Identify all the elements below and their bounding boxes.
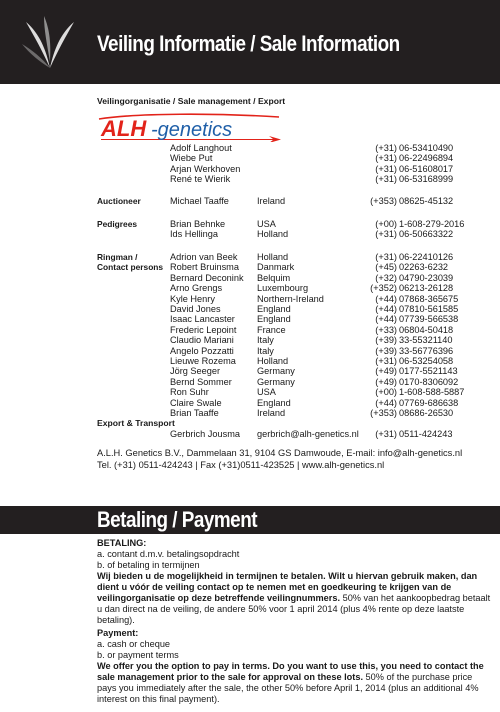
contact-name: Kyle Henry bbox=[170, 293, 215, 304]
payment-nl-option-b: b. of betaling in termijnen bbox=[97, 560, 200, 570]
contact-row bbox=[0, 314, 500, 324]
export-row bbox=[0, 429, 500, 439]
payment-nl-heading: BETALING: bbox=[97, 538, 147, 548]
contact-name: Brian Behnke bbox=[170, 219, 226, 229]
contact-name: Ids Hellinga bbox=[170, 229, 219, 240]
contact-name: Claire Swale bbox=[170, 397, 222, 408]
contact-name: Arjan Werkhoven bbox=[170, 163, 241, 174]
payment-en-option-a: a. cash or cheque bbox=[97, 639, 171, 649]
contact-country: Belquim bbox=[257, 272, 291, 283]
contact-name: Arno Grengs bbox=[170, 283, 223, 294]
contact-country-code: (+44) bbox=[375, 397, 397, 408]
contact-country-code: (+31) bbox=[375, 143, 397, 153]
contact-country: Northern-Ireland bbox=[257, 293, 324, 304]
contact-name: Bernd Sommer bbox=[170, 376, 232, 387]
contact-row bbox=[0, 174, 500, 184]
sale-management-heading: Veilingorganisatie / Sale management / Export bbox=[97, 96, 286, 106]
contact-row bbox=[0, 262, 500, 272]
svg-text:-genetics: -genetics bbox=[151, 119, 233, 141]
contact-name: Adrion van Beek bbox=[170, 252, 238, 262]
contact-phone: 06-22496894 bbox=[399, 153, 454, 164]
contact-row bbox=[0, 283, 500, 293]
contact-name: David Jones bbox=[170, 304, 221, 314]
leaf-logo-icon bbox=[20, 14, 80, 74]
contact-phone: 0170-8306092 bbox=[399, 376, 459, 387]
contact-row bbox=[0, 346, 500, 356]
contact-phone: 06-53254058 bbox=[399, 356, 454, 366]
contact-phone: 06804-50418 bbox=[399, 324, 454, 335]
contact-name: Angelo Pozzatti bbox=[170, 345, 234, 356]
contact-country-code: (+39) bbox=[375, 335, 397, 346]
contact-name: Michael Taaffe bbox=[170, 196, 229, 206]
contact-name: Isaac Lancaster bbox=[170, 314, 235, 325]
contact-country-code: (+31) bbox=[375, 229, 397, 240]
contact-country-code: (+44) bbox=[375, 314, 397, 325]
contact-country-code: (+352) bbox=[370, 283, 397, 294]
contact-country-code: (+31) bbox=[375, 356, 397, 366]
page-title: Veiling Informatie / Sale Information bbox=[97, 31, 400, 56]
payment-en-text bbox=[97, 661, 493, 705]
contact-name: Robert Bruinsma bbox=[170, 262, 239, 273]
company-address: A.L.H. Genetics B.V., Dammelaan 31, 9104 GS Damwoude, E-mail: info@alh-genetics.nl bbox=[97, 448, 463, 458]
contact-name: Bernard Deconink bbox=[170, 272, 244, 283]
export-country-code: (+31) bbox=[375, 429, 397, 439]
contact-country-code: (+39) bbox=[375, 345, 397, 356]
contact-phone: 02263-6232 bbox=[399, 262, 449, 273]
contact-phone: 08625-45132 bbox=[399, 196, 454, 206]
contact-phone: 07868-365675 bbox=[399, 293, 459, 304]
contact-phone: 04790-23039 bbox=[399, 272, 454, 283]
contact-country-code: (+49) bbox=[375, 376, 397, 387]
contact-phone: 33-56776396 bbox=[399, 345, 454, 356]
contact-name: Wiebe Put bbox=[170, 153, 213, 164]
contact-country: USA bbox=[257, 387, 276, 398]
payment-en-bold: We offer you the option to pay in terms. Do you want to use this, you need to contact the sale management prior to the sale for approval on these lots. bbox=[97, 661, 484, 682]
contact-row bbox=[0, 273, 500, 283]
contact-country-code: (+00) bbox=[375, 219, 397, 229]
contact-country: France bbox=[257, 324, 286, 335]
contact-country-code: (+33) bbox=[375, 324, 397, 335]
contact-row bbox=[0, 408, 500, 418]
alh-genetics-logo bbox=[97, 112, 283, 142]
payment-nl bbox=[97, 538, 493, 626]
export-heading: Export & Transport bbox=[97, 418, 175, 428]
contact-country-code: (+00) bbox=[375, 387, 397, 398]
contact-country-code: (+353) bbox=[370, 196, 397, 206]
contact-row bbox=[0, 229, 500, 239]
export-email-link[interactable]: gerbrich@alh-genetics.nl bbox=[257, 429, 359, 439]
contact-phone: 08686-26530 bbox=[399, 408, 454, 418]
contact-country: Danmark bbox=[257, 262, 295, 273]
contact-row bbox=[0, 153, 500, 163]
header-bar bbox=[0, 0, 500, 84]
contact-country-code: (+31) bbox=[375, 252, 397, 262]
contact-row bbox=[0, 252, 500, 262]
contact-country-code: (+31) bbox=[375, 163, 397, 174]
contact-country-code: (+49) bbox=[375, 366, 397, 377]
export-name: Gerbrich Jousma bbox=[170, 429, 240, 439]
contact-name: René te Wierik bbox=[170, 174, 231, 185]
contact-country: Holland bbox=[257, 229, 289, 240]
payment-nl-text bbox=[97, 571, 493, 626]
contact-row bbox=[0, 304, 500, 314]
contact-name: Ron Suhr bbox=[170, 387, 209, 398]
payment-nl-bold: Wij bieden u de mogelijkheid in termijnen te betalen. Wilt u hiervan gebruik maken, dan dient u vóór de veiling contact op te nemen met en goedkeuring te krijgen van de veilingorganisatie op deze betreffende veilingnummers. bbox=[97, 571, 478, 603]
contact-phone: 06213-26128 bbox=[399, 283, 454, 294]
contact-phone: 06-51608017 bbox=[399, 163, 454, 174]
payment-nl-option-a: a. contant d.m.v. betalingsopdracht bbox=[97, 549, 240, 559]
contact-row bbox=[0, 335, 500, 345]
contact-phone: 1-608-279-2016 bbox=[399, 219, 465, 229]
contact-phone: 06-22410126 bbox=[399, 252, 454, 262]
contact-row bbox=[0, 398, 500, 408]
contact-phone: 06-50663322 bbox=[399, 229, 454, 240]
contact-phone: 06-53410490 bbox=[399, 143, 454, 153]
contact-country-code: (+32) bbox=[375, 272, 397, 283]
contact-country-code: (+45) bbox=[375, 262, 397, 273]
contact-phone: 07769-686638 bbox=[399, 397, 459, 408]
contact-country: Holland bbox=[257, 252, 289, 262]
contact-persons-label: Contact persons bbox=[97, 262, 164, 273]
contact-phone: 33-55321140 bbox=[399, 335, 453, 346]
contact-phone: 06-53168999 bbox=[399, 174, 454, 185]
contact-row bbox=[0, 377, 500, 387]
ringman-label: Ringman / bbox=[97, 252, 138, 262]
payment-en-option-b: b. or payment terms bbox=[97, 650, 179, 660]
pedigrees-label: Pedigrees bbox=[97, 219, 138, 229]
contact-row bbox=[0, 164, 500, 174]
contact-country: Luxembourg bbox=[257, 283, 309, 294]
contact-country: England bbox=[257, 397, 291, 408]
contact-row bbox=[0, 366, 500, 376]
contact-country: Germany bbox=[257, 376, 295, 387]
contact-row bbox=[0, 387, 500, 397]
contact-country: England bbox=[257, 314, 291, 325]
contact-country-code: (+353) bbox=[370, 408, 397, 418]
contact-row bbox=[0, 294, 500, 304]
contact-country: Ireland bbox=[257, 196, 286, 206]
contact-name: Brian Taaffe bbox=[170, 408, 219, 418]
contact-country-code: (+44) bbox=[375, 293, 397, 304]
contact-row bbox=[0, 143, 500, 153]
contact-country: USA bbox=[257, 219, 276, 229]
svg-text:ALH: ALH bbox=[101, 116, 147, 141]
contact-name: Jörg Seeger bbox=[170, 366, 221, 377]
contact-phone: 07739-566538 bbox=[399, 314, 459, 325]
contact-country: Germany bbox=[257, 366, 295, 377]
contact-name: Lieuwe Rozema bbox=[170, 356, 236, 366]
payment-en-normal: 50% of the purchase price pays you immediately after the sale, the other 50% before April 1, 2014 (plus an additional 4% interest on this final payment). bbox=[97, 672, 479, 704]
contact-name: Adolf Langhout bbox=[170, 143, 232, 153]
contact-country: Holland bbox=[257, 356, 289, 366]
contact-country: Italy bbox=[257, 335, 274, 346]
contact-country-code: (+31) bbox=[375, 153, 397, 164]
contact-country-code: (+44) bbox=[375, 304, 397, 314]
payment-title: Betaling / Payment bbox=[97, 507, 258, 532]
contact-row bbox=[0, 325, 500, 335]
contact-row bbox=[0, 219, 500, 229]
contact-row bbox=[0, 196, 500, 206]
payment-en-heading: Payment: bbox=[97, 628, 139, 638]
export-phone: 0511-424243 bbox=[399, 429, 453, 439]
contact-country: Italy bbox=[257, 345, 274, 356]
contact-country: England bbox=[257, 304, 291, 314]
auctioneer-label: Auctioneer bbox=[97, 196, 141, 206]
payment-en bbox=[97, 628, 493, 705]
contact-name: Claudio Mariani bbox=[170, 335, 234, 346]
contact-name: Frederic Lepoint bbox=[170, 324, 237, 335]
contact-row bbox=[0, 356, 500, 366]
payment-nl-normal: 50% van het aankoopbedrag betaalt u dan direct na de veiling, de andere 50% voor 1 april 2014 (plus 4% rente op deze laatste betaling). bbox=[97, 593, 491, 625]
company-tel-fax-web: Tel. (+31) 0511-424243 | Fax (+31)0511-423525 | www.alh-genetics.nl bbox=[97, 460, 385, 470]
contact-country-code: (+31) bbox=[375, 174, 397, 185]
contact-country: Ireland bbox=[257, 408, 286, 418]
contact-phone: 1-608-588-5887 bbox=[399, 387, 465, 398]
contact-phone: 0177-5521143 bbox=[399, 366, 458, 377]
contact-phone: 07810-561585 bbox=[399, 304, 459, 314]
